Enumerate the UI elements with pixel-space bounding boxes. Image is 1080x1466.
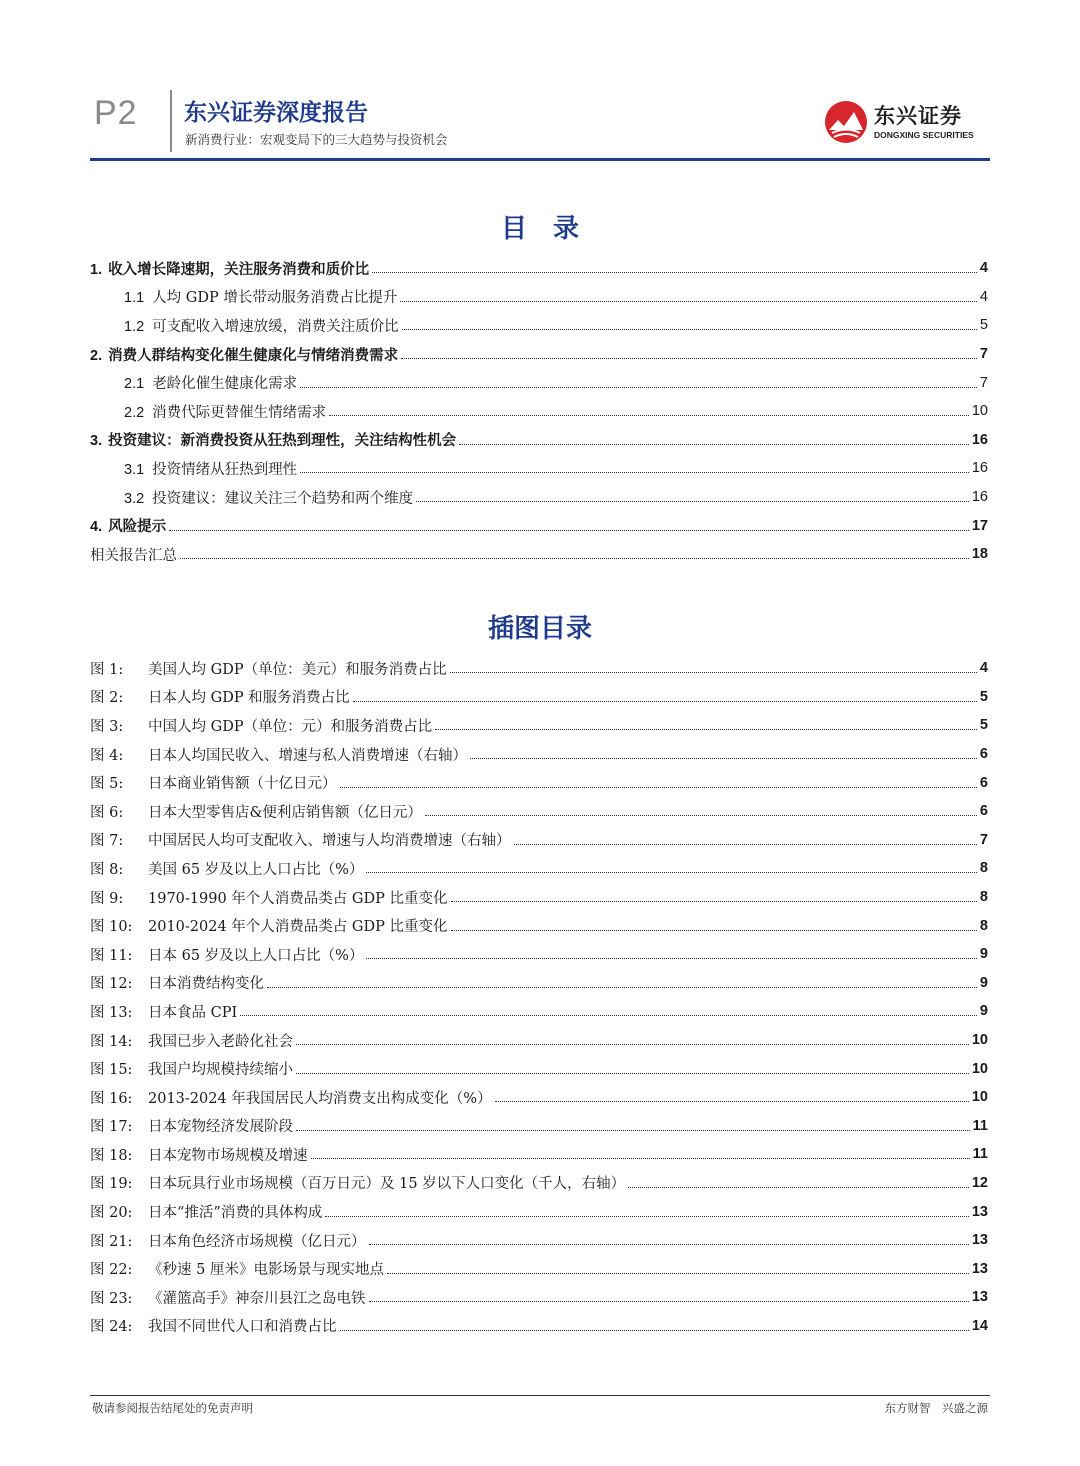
figure-entry[interactable]: 图 18: 日本宠物市场规模及增速 11: [90, 1146, 988, 1164]
page-ref: 5: [979, 317, 988, 334]
header-rule: [90, 158, 990, 161]
figure-entry[interactable]: 图 2: 日本人均 GDP 和服务消费占比 5: [90, 688, 988, 707]
toc-entry[interactable]: 3. 投资建议：新消费投资从狂热到理性，关注结构性机会 16: [90, 431, 988, 450]
figure-entry[interactable]: 图 10: 2010-2024 年个人消费品类占 GDP 比重变化 8: [90, 917, 988, 936]
page-ref: 16: [971, 489, 988, 506]
toc-entry[interactable]: 2. 消费人群结构变化催生健康化与情绪消费需求 7: [90, 346, 988, 364]
report-subtitle: 新消费行业：宏观变局下的三大趋势与投资机会: [185, 132, 448, 147]
company-logo: [824, 100, 986, 144]
toc-entry[interactable]: 3.2 投资建议：建议关注三个趋势和两个维度 16: [124, 489, 988, 507]
logo-chinese-name: 东兴证券: [874, 104, 962, 128]
page-ref: 7: [979, 374, 988, 391]
leader-dots: [400, 300, 977, 302]
page-number: P2: [94, 94, 138, 132]
leader-dots: [169, 529, 969, 531]
disclaimer-note: 敬请参阅报告结尾处的免责声明: [92, 1401, 253, 1415]
figure-entry[interactable]: 图 23: 《灌篮高手》神奈川县江之岛电铁 13: [90, 1289, 988, 1307]
figure-entry[interactable]: 图 22: 《秒速 5 厘米》电影场景与现实地点 13: [90, 1260, 988, 1279]
leader-dots: [401, 357, 977, 359]
figure-entry[interactable]: 图 20: 日本“推活”消费的具体构成 13: [90, 1203, 988, 1222]
footer-slogan: 东方财智 兴盛之源: [884, 1401, 988, 1415]
report-title: 东兴证券深度报告: [184, 100, 368, 126]
leader-dots: [329, 414, 969, 416]
figures-title: 插图目录: [487, 614, 592, 644]
toc-entry[interactable]: 相关报告汇总 18: [90, 546, 988, 564]
figure-entry[interactable]: 图 24: 我国不同世代人口和消费占比 14: [90, 1317, 988, 1336]
toc-entry[interactable]: 1.1 人均 GDP 增长带动服务消费占比提升 4: [124, 288, 988, 307]
figure-entry[interactable]: 图 13: 日本食品 CPI 9: [90, 1003, 988, 1021]
leader-dots: [372, 271, 977, 273]
leader-dots: [416, 500, 969, 502]
toc-entry[interactable]: 2.1 老龄化催生健康化需求 7: [124, 374, 988, 393]
toc-list: [90, 254, 988, 569]
figure-entry[interactable]: 图 16: 2013-2024 年我国居民人均消费支出构成变化（%） 10: [90, 1089, 988, 1107]
figure-entry[interactable]: 图 4: 日本人均国民收入、增速与私人消费增速（右轴） 6: [90, 746, 988, 764]
figure-entry[interactable]: 图 1: 美国人均 GDP（单位：美元）和服务消费占比 4: [90, 660, 988, 678]
logo-mark-icon: [824, 100, 868, 144]
header-divider: [170, 90, 172, 152]
toc-entry[interactable]: 4. 风险提示 17: [90, 517, 988, 536]
figure-entry[interactable]: 图 3: 中国人均 GDP（单位：元）和服务消费占比 5: [90, 717, 988, 735]
leader-dots: [300, 471, 969, 473]
leader-dots: [180, 557, 969, 559]
leader-dots: [459, 443, 969, 445]
figure-entry[interactable]: 图 5: 日本商业销售额（十亿日元） 6: [90, 774, 988, 793]
page-ref: 17: [971, 517, 988, 534]
toc-title: 目 录: [500, 214, 579, 244]
page-ref: 10: [971, 403, 988, 420]
page-ref: 18: [971, 546, 988, 563]
toc-entry[interactable]: 1.2 可支配收入增速放缓，消费关注质价比 5: [124, 317, 988, 335]
leader-dots: [402, 328, 977, 330]
figure-entry[interactable]: 图 14: 我国已步入老龄化社会 10: [90, 1032, 988, 1050]
logo-english-name: DONGXING SECURITIES: [874, 130, 974, 140]
figure-entry[interactable]: 图 6: 日本大型零售店&便利店销售额（亿日元） 6: [90, 803, 988, 821]
report-header: [90, 90, 990, 162]
figure-entry[interactable]: 图 12: 日本消费结构变化 9: [90, 974, 988, 993]
figure-entry[interactable]: 图 8: 美国 65 岁及以上人口占比（%） 8: [90, 860, 988, 878]
figure-list: [90, 654, 988, 1340]
figure-entry[interactable]: 图 15: 我国户均规模持续缩小 10: [90, 1060, 988, 1079]
page-ref: 16: [971, 460, 988, 477]
toc-entry[interactable]: 3.1 投资情绪从狂热到理性 16: [124, 460, 988, 478]
page-ref: 16: [971, 431, 988, 448]
page-ref: 7: [979, 346, 988, 363]
figure-entry[interactable]: 图 21: 日本角色经济市场规模（亿日元） 13: [90, 1232, 988, 1250]
page-ref: 4: [979, 260, 988, 277]
toc-entry[interactable]: 1. 收入增长降速期，关注服务消费和质价比 4: [90, 260, 988, 278]
figure-entry[interactable]: 图 17: 日本宠物经济发展阶段 11: [90, 1117, 988, 1136]
page-ref: 4: [979, 288, 988, 305]
figure-entry[interactable]: 图 11: 日本 65 岁及以上人口占比（%） 9: [90, 946, 988, 964]
footer-rule: [90, 1395, 990, 1396]
toc-entry[interactable]: 2.2 消费代际更替催生情绪需求 10: [124, 403, 988, 421]
leader-dots: [300, 386, 977, 388]
figure-entry[interactable]: 图 19: 日本玩具行业市场规模（百万日元）及 15 岁以下人口变化（千人，右轴） 12: [90, 1174, 988, 1193]
figure-entry[interactable]: 图 9: 1970-1990 年个人消费品类占 GDP 比重变化 8: [90, 889, 988, 907]
figure-entry[interactable]: 图 7: 中国居民人均可支配收入、增速与人均消费增速（右轴） 7: [90, 831, 988, 850]
